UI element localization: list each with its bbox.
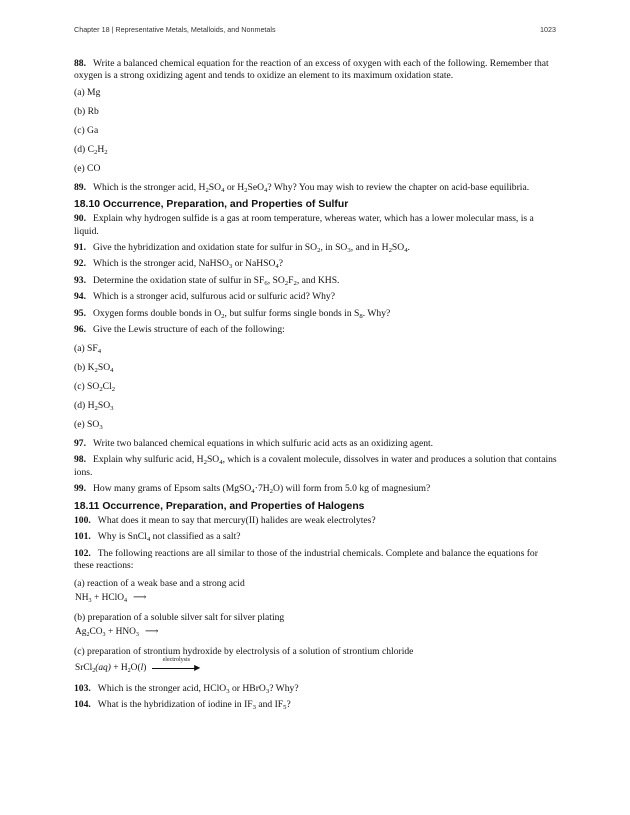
question-text: What is the hybridization of iodine in IF [97,699,253,711]
question-98 [74,454,558,479]
subscript: 2 [388,247,392,255]
question-text: SO [391,242,405,254]
formula-text: SO [97,362,111,374]
option-102b: (b) preparation of a soluble silver salt for silver plating [74,612,285,624]
subscript: 4 [221,186,225,194]
formula-text: (d) H [74,400,95,412]
question-text: , but sulfur forms single bonds in S [224,307,360,319]
question-text: . [407,242,410,254]
question-number: 102. [74,547,91,559]
equation-102a [75,592,558,604]
formula-text: + HNO [105,626,136,637]
question-text: , in SO [320,242,348,254]
question-91 [74,242,558,254]
subscript: 2 [94,405,98,413]
question-text: F [288,274,294,286]
reaction-arrow: ⟶ [133,592,147,603]
question-text: or H [224,181,245,193]
subscript: 4 [264,186,268,194]
question-96 [74,324,558,336]
question-text: Explain why sulfuric acid, H [93,454,204,466]
question-number: 93. [74,274,86,286]
question-text: . Why? [362,307,391,319]
question-text: ? [278,258,284,270]
question-text: ? Why? [269,682,299,694]
question-102 [74,548,558,573]
subscript: 2 [205,186,209,194]
formula-text: NH [75,592,89,603]
option-88d [74,144,558,156]
question-text: Write two balanced chemical equations in which sulfuric acid acts as an oxidizing agent. [93,438,434,450]
question-101 [74,531,558,543]
question-number: 103. [74,682,91,694]
formula-text: (a) SF [74,343,98,355]
question-text: SO [206,454,220,466]
formula-text: SrCl [75,663,93,674]
question-text: Give the Lewis structure of each of the following: [93,324,285,336]
section-heading-18-11: 18.11 Occurrence, Preparation, and Properties of Halogens [74,500,365,512]
question-number: 101. [74,531,91,543]
question-text: or HBrO [229,682,266,694]
arrow-shaft [152,668,196,669]
question-number: 88. [74,58,86,69]
question-text: Oxygen forms double bonds in O [93,307,222,319]
question-text: Which is the stronger acid, HClO [97,682,227,694]
subscript: 2 [111,386,116,394]
formula-text: + HClO [91,592,124,603]
formula-text: (c) SO [74,381,100,393]
question-text: or NaHSO [232,258,276,270]
question-88 [74,58,558,83]
question-92 [74,258,558,270]
question-text: ⋅7H [254,483,270,495]
exercise-list [74,58,558,716]
question-number: 100. [74,514,91,526]
subscript: 6 [264,279,268,287]
question-text: Which is the stronger acid, H [93,181,206,193]
question-text: O) will form from 5.0 kg of magnesium? [273,483,431,495]
formula-text: (b) K [74,362,95,374]
subscript: 3 [102,631,106,638]
subscript: 2 [221,312,225,320]
question-text: Write a balanced chemical equation for the reaction of an excess of oxygen with each of the following. Remember that oxygen is a strong oxidizing agent and tends to oxidize an element to its maximum oxidation state. [74,58,549,82]
subscript: 4 [110,367,114,375]
equation-102c [75,657,558,675]
question-text: What does it mean to say that mercury(II) halides are weak electrolytes? [97,514,376,526]
question-number: 97. [74,438,86,450]
subscript: 2 [284,279,289,287]
subscript: 2 [203,459,207,467]
formula-text: CO [89,626,103,637]
formula-text: SO [97,400,111,412]
question-text: , and KHS. [296,274,340,286]
question-text: Which is a stronger acid, sulfurous acid or sulfuric acid? Why? [93,291,335,303]
formula-text: (e) SO [74,419,100,431]
subscript: 4 [146,536,151,544]
formula-text: ) [143,663,147,674]
option-88c: (c) Ga [74,124,99,136]
section-heading-18-10: 18.10 Occurrence, Preparation, and Properties of Sulfur [74,199,349,211]
state-label: (aq) [95,663,111,674]
subscript: 4 [97,348,102,356]
option-88a: (a) Mg [74,86,101,98]
question-number: 92. [74,258,86,270]
question-number: 89. [74,181,86,193]
subscript: 2 [86,631,90,638]
subscript: 2 [104,148,108,156]
subscript: 2 [99,386,103,394]
formula-text: Ag [75,626,87,637]
subscript: 2 [269,488,274,496]
question-text: Why is SnCl [97,531,147,543]
option-88b: (b) Rb [74,105,99,117]
formula-text: (d) C [74,143,94,155]
question-99 [74,483,558,495]
arrow-head-icon: ▶ [194,663,201,673]
subscript: 8 [359,312,363,320]
subscript: 3 [226,687,230,695]
question-text: How many grams of Epsom salts (MgSO [93,483,252,495]
formula-text: O( [130,663,141,674]
subscript: 3 [252,704,256,712]
question-number: 95. [74,307,86,319]
subscript: 4 [275,263,279,271]
question-100 [74,515,558,527]
question-text: Determine the oxidation state of sulfur in SF [93,274,265,286]
question-text: Explain why hydrogen sulfide is a gas at room temperature, whereas water, which has a lower molecular mass, is a liquid. [74,213,534,237]
question-number: 98. [74,454,86,466]
subscript: 3 [110,405,114,413]
formula-text: Cl [102,381,112,393]
question-95 [74,308,558,320]
equation-102b [75,626,558,638]
subscript: 3 [99,424,103,432]
question-text: not classified as a salt? [150,531,241,543]
formula-text: + H [110,663,128,674]
state-label: l [140,663,144,674]
chapter-title: Chapter 18 | Representative Metals, Metalloids, and Nonmetals [74,25,276,34]
option-96e [74,419,558,431]
question-103 [74,683,558,695]
subscript: 3 [265,687,270,695]
subscript: 3 [347,247,351,255]
question-89 [74,182,558,194]
option-102c: (c) preparation of strontium hydroxide by electrolysis of a solution of strontium chloride [74,645,414,657]
option-102a: (a) reaction of a weak base and a strong acid [74,578,245,590]
formula-text: H [97,143,105,155]
reaction-arrow: ⟶ [144,626,159,637]
question-text: , which is a covalent molecule, dissolves in water and produces a solution that contains ions. [74,454,557,478]
option-88e: (e) CO [74,162,101,174]
subscript: 2 [244,186,248,194]
subscript: 4 [251,488,255,496]
question-text: , and in H [350,242,389,254]
option-96c [74,381,558,393]
question-text: Give the hybridization and oxidation state for sulfur in SO [93,242,318,254]
subscript: 3 [135,631,139,638]
question-text: SO [208,181,222,193]
question-text: Which is the stronger acid, NaHSO [93,258,229,270]
subscript: 2 [93,148,98,156]
subscript: 4 [123,597,128,604]
page-header [74,25,556,34]
electrolysis-label: electrolysis [162,657,190,664]
subscript: 4 [219,459,223,467]
subscript: 3 [88,597,92,604]
question-text: ? Why? You may wish to review the chapter on acid-base equilibria. [267,181,530,193]
question-number: 91. [74,242,86,254]
subscript: 2 [127,668,131,675]
subscript: 2 [293,279,297,287]
page-number: 1023 [540,25,556,34]
subscript: 4 [404,247,408,255]
option-96b [74,362,558,374]
subscript: 2 [92,668,96,675]
question-number: 99. [74,483,86,495]
subscript: 2 [317,247,321,255]
question-number: 94. [74,291,86,303]
electrolysis-arrow [152,657,201,674]
question-text: and IF [255,699,284,711]
question-94 [74,291,558,303]
question-number: 90. [74,213,86,225]
question-text: , SO [267,274,285,286]
question-number: 104. [74,699,91,711]
question-number: 96. [74,324,86,336]
question-90 [74,213,558,238]
subscript: 3 [228,263,233,271]
question-text: SeO [247,181,265,193]
subscript: 5 [283,704,287,712]
question-93 [74,275,558,287]
question-text: The following reactions are all similar to those of the industrial chemicals. Complete and balance the equations for these reactions: [74,547,538,571]
question-text: ? [286,699,291,711]
question-97 [74,438,558,450]
question-104 [74,699,558,711]
option-96d [74,400,558,412]
subscript: 2 [94,367,98,375]
option-96a [74,343,558,355]
